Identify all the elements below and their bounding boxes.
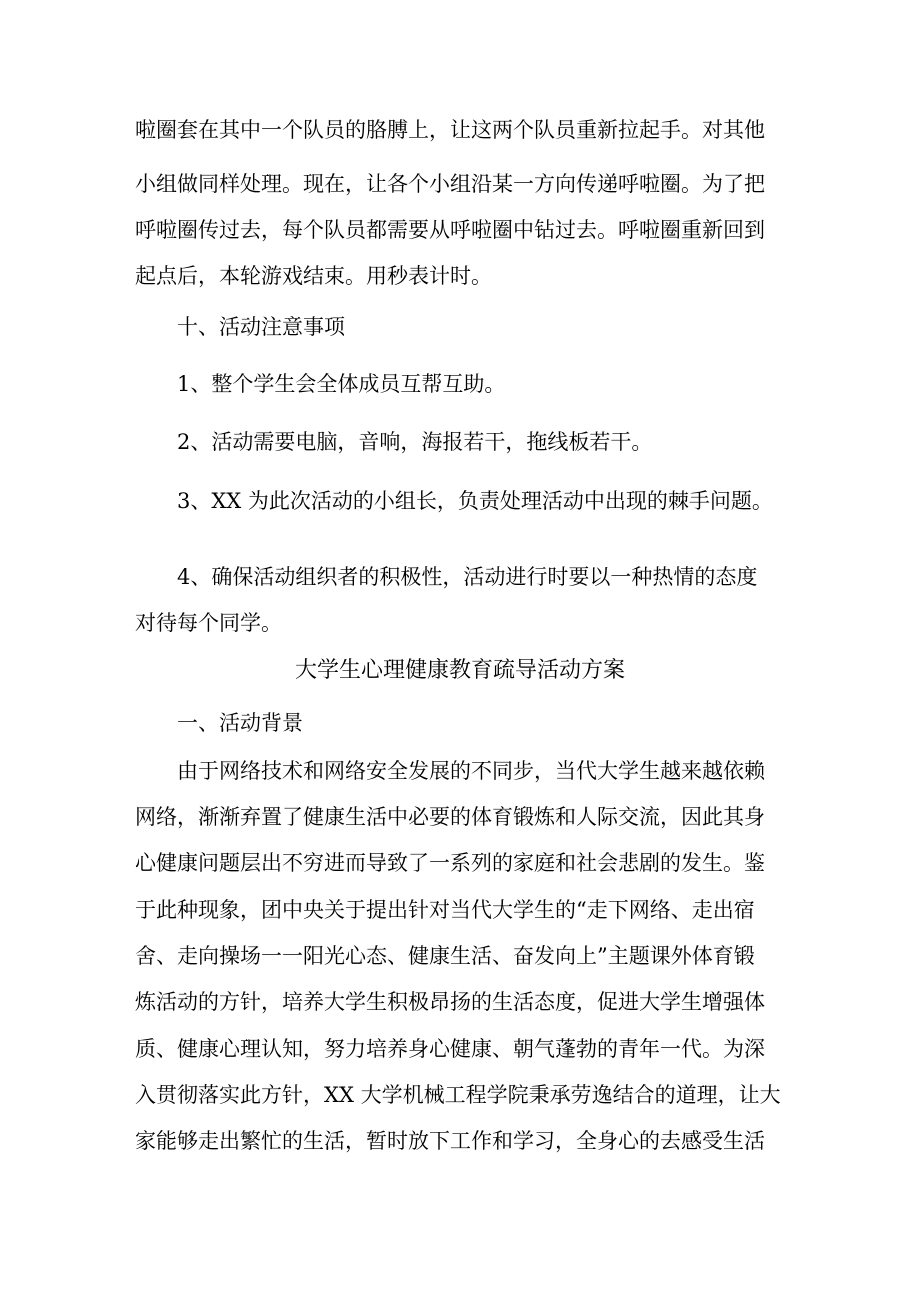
background-line-5: 舍、走向操场一一阳光心态、健康生活、奋发向上”主题课外体育锻 bbox=[135, 944, 755, 968]
notice-item-3: 3、XX 为此次活动的小组长，负责处理活动中出现的棘手问题。 bbox=[177, 489, 773, 513]
notice-item-2: 2、活动需要电脑，音响，海报若干，拖线板若干。 bbox=[177, 430, 653, 454]
body-line-4: 起点后，本轮游戏结束。用秒表计时。 bbox=[135, 264, 492, 288]
background-line-2: 网络，渐渐弃置了健康生活中必要的体育锻炼和人际交流，因此其身 bbox=[135, 805, 765, 829]
notice-item-4-line-2: 对待每个同学。 bbox=[135, 611, 282, 635]
body-line-3: 呼啦圈传过去，每个队员都需要从呼啦圈中钻过去。呼啦圈重新回到 bbox=[135, 218, 765, 242]
notice-item-4-line-1: 4、确保活动组织者的积极性，活动进行时要以一种热情的态度 bbox=[177, 565, 758, 589]
background-line-7: 质、健康心理认知，努力培养身心健康、朝气蓬勃的青年一代。为深 bbox=[135, 1037, 765, 1061]
background-line-3: 心健康问题层出不穷进而导致了一系列的家庭和社会悲剧的发生。鉴 bbox=[135, 851, 765, 875]
body-line-1: 啦圈套在其中一个队员的胳膊上，让这两个队员重新拉起手。对其他 bbox=[135, 118, 765, 142]
document-title: 大学生心理健康教育疏导活动方案 bbox=[294, 658, 625, 683]
background-line-6: 炼活动的方针，培养大学生积极昂扬的生活态度，促进大学生增强体 bbox=[135, 990, 765, 1014]
background-line-8: 入贯彻落实此方针，XX 大学机械工程学院秉承劳逸结合的道理，让大 bbox=[135, 1083, 781, 1107]
section-ten-heading: 十、活动注意事项 bbox=[177, 315, 345, 339]
background-line-1: 由于网络技术和网络安全发展的不同步，当代大学生越来越依赖 bbox=[177, 759, 765, 783]
section-one-heading: 一、活动背景 bbox=[177, 711, 303, 735]
body-line-2: 小组做同样处理。现在，让各个小组沿某一方向传递呼啦圈。为了把 bbox=[135, 172, 765, 196]
background-line-4: 于此种现象，团中央关于提出针对当代大学生的“走下网络、走出宿 bbox=[135, 898, 755, 922]
notice-item-1: 1、整个学生会全体成员互帮互助。 bbox=[177, 372, 506, 396]
background-line-9: 家能够走出繁忙的生活，暂时放下工作和学习，全身心的去感受生活 bbox=[135, 1129, 765, 1153]
